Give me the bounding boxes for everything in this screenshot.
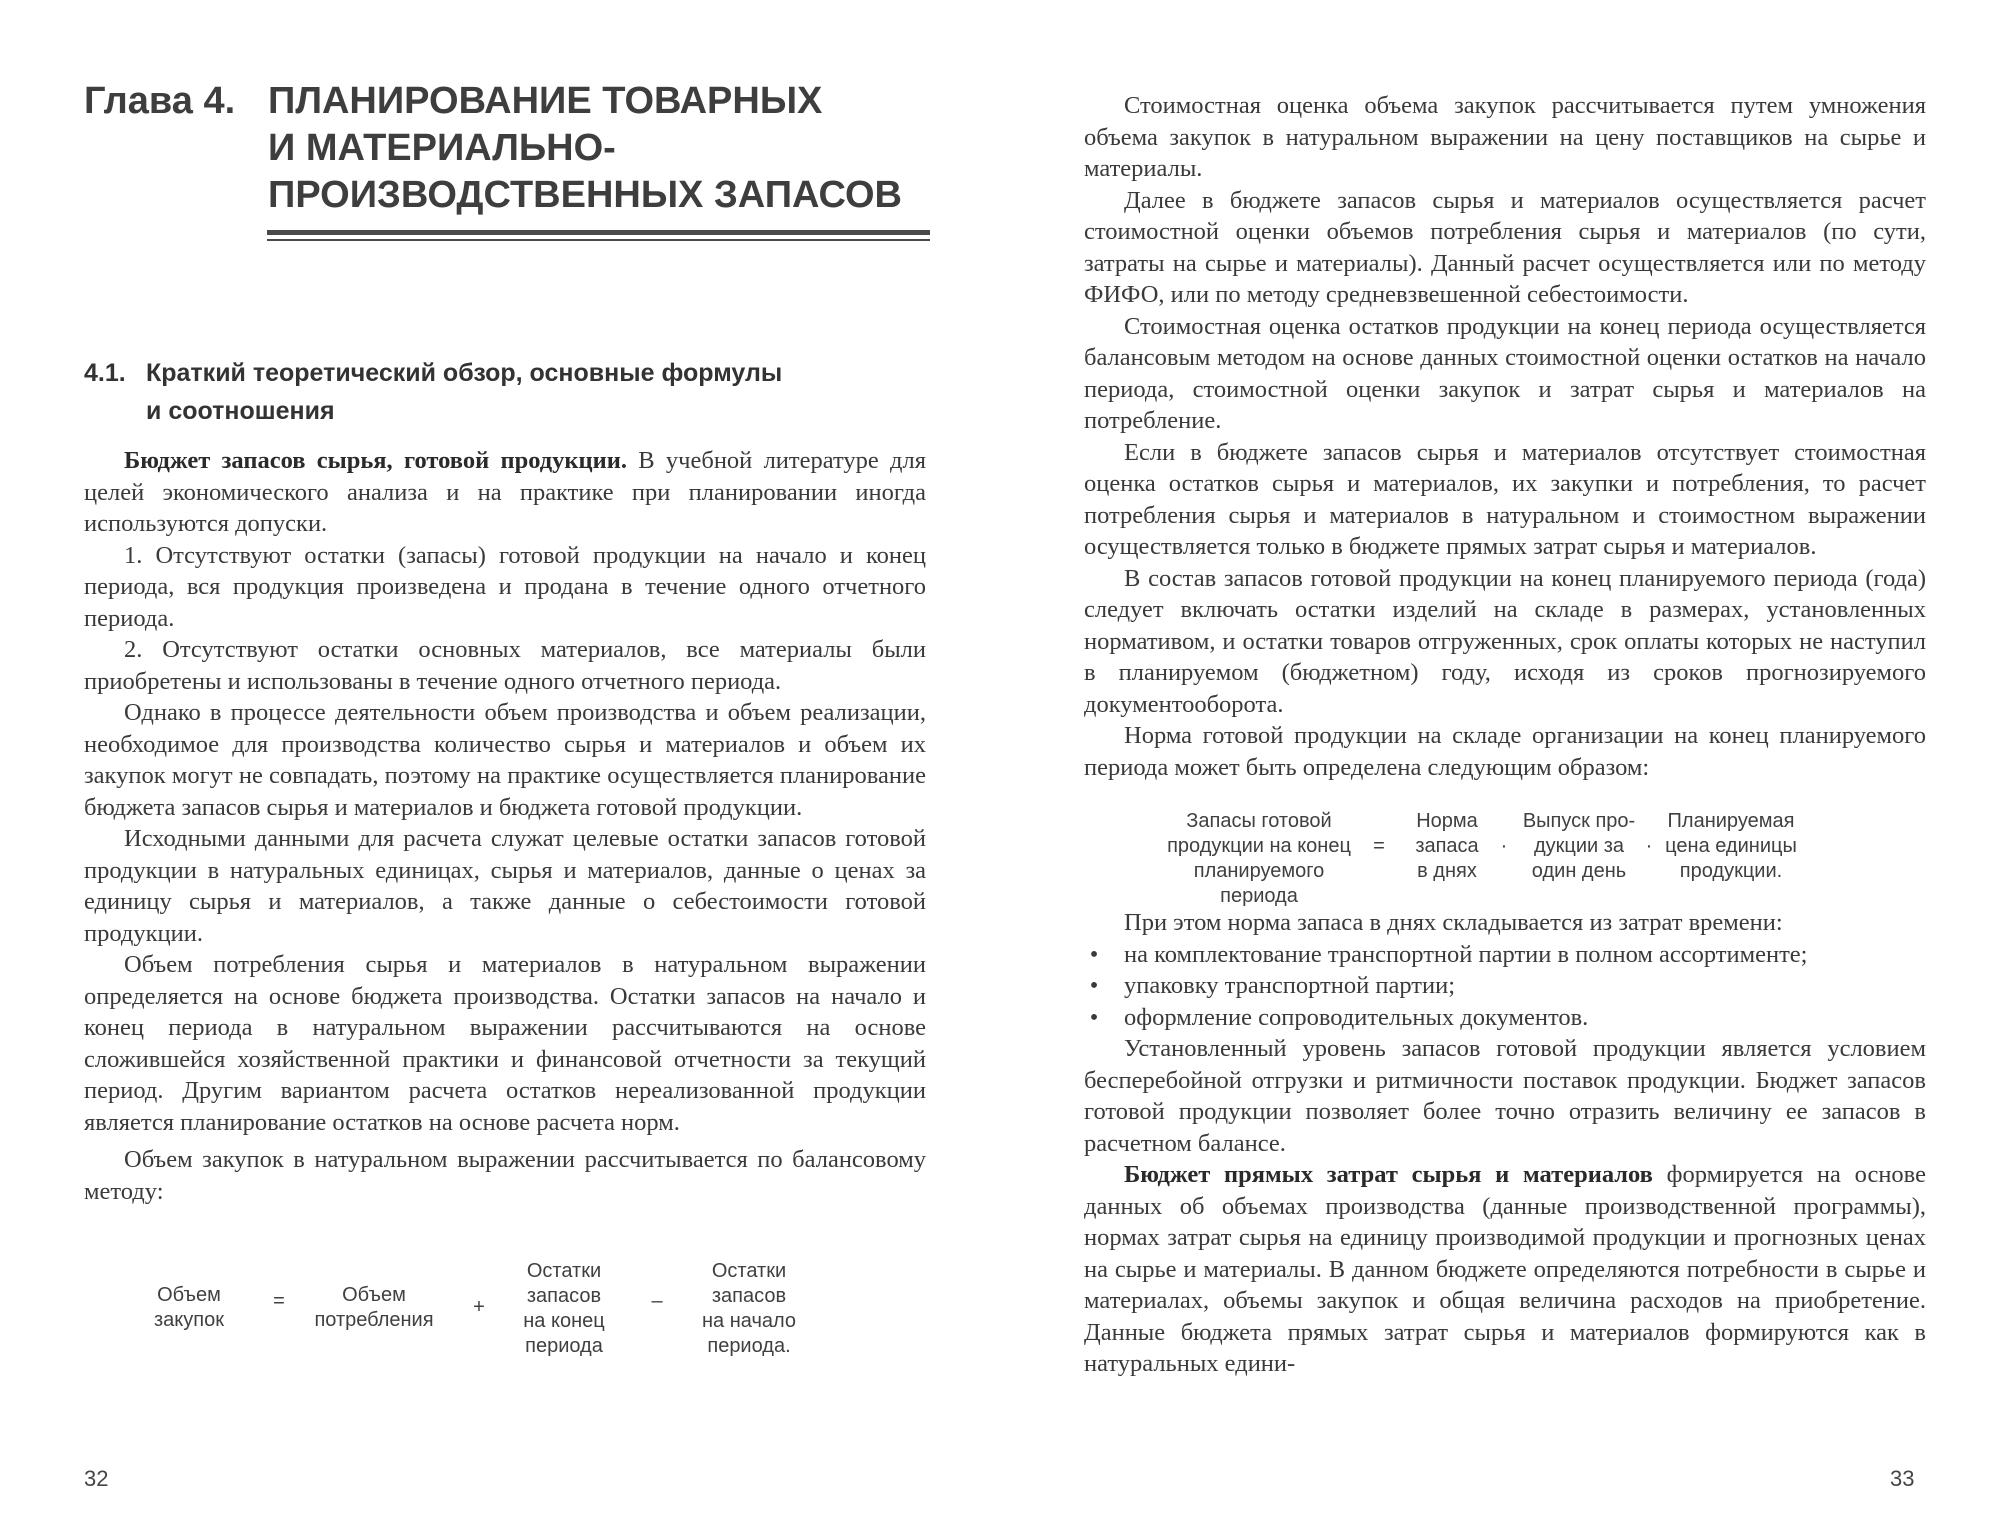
paragraph: Объем закупок в натуральном выражении рассчитывается по балансовому методу: xyxy=(84,1146,926,1205)
chapter-title-line: И МАТЕРИАЛЬНО- xyxy=(268,127,616,169)
page-number: 33 xyxy=(1890,1466,1915,1491)
paragraph-text: В учебной литературе для целей экономического анализа и на практике при планировании иногда используются допуски. xyxy=(84,447,926,537)
formula-text: один день xyxy=(1531,860,1627,882)
paragraph-bold-lead: Бюджет прямых затрат сырья и материалов xyxy=(1124,1161,1653,1188)
paragraph-text: формируется на основе данных об объемах производства (данные производственной программы), нормах затрат сырья на единицу производимой продукции и прогнозных ценах на сырье и материалы. В данном бюджете определяются потребности в сырье и материалах, объемы закупок и общая величина расходов на приобретение. Данные бюджета прямых затрат сырья и материалов формируются как в натуральных едини- xyxy=(1084,1161,1926,1377)
page-number: 32 xyxy=(84,1466,109,1491)
formula-text: Выпуск про- xyxy=(1522,810,1636,832)
paragraph: Объем потребления сырья и материалов в натуральном выражении определяется на основе бюджета производства. Остатки запасов на начало и конец периода в натуральном выражении рассчитываются на основе сложившейся хозяйственной практики и финансовой отчетности за текущий период. Другим вариантом расчета остатков нереализованной продукции является планирование остатков на основе расчета норм. xyxy=(84,951,926,1136)
formula-text: потребления xyxy=(314,1309,434,1331)
list-item xyxy=(1084,1002,1926,1034)
formula-term-finished-stock xyxy=(1154,809,1364,909)
paragraph: Исходными данными для расчета служат целевые остатки запасов готовой продукции в натуральных единицах, сырья и материалов, данные о ценах за единицу сырья и материалов, а также данные о себестоимости готовой продукции. xyxy=(84,825,926,947)
list-item-text: на комплектование транспортной партии в полном ассортименте; xyxy=(1124,940,1808,968)
formula-minus: – xyxy=(651,1290,663,1312)
formula-text: запаса xyxy=(1415,835,1479,857)
formula-text: Планируемая xyxy=(1667,810,1795,832)
paragraph xyxy=(1084,1159,1926,1380)
formula-text: Объем xyxy=(157,1284,221,1306)
paragraph: 2. Отсутствуют остатки основных материалов, все материалы были приобретены и использованы в течение одного отчетного периода. xyxy=(84,636,926,695)
formula-text: на начало xyxy=(701,1310,796,1332)
section-number: 4.1. xyxy=(84,359,126,387)
formula-term-start-stock xyxy=(684,1259,814,1359)
formula-term-purchases xyxy=(134,1283,244,1333)
paragraph: Стоимостная оценка остатков продукции на конец периода осуществляется балансовым методом на основе данных стоимостной оценки остатков на начало периода, стоимостной оценки закупок и затрат сырья и материалов на потребление. xyxy=(1084,312,1926,434)
formula-term-end-stock xyxy=(504,1259,624,1359)
formula-text: продукции на конец xyxy=(1167,835,1351,857)
chapter-title-line: ПЛАНИРОВАНИЕ ТОВАРНЫХ xyxy=(268,80,823,122)
list-item-text: оформление сопроводительных документов. xyxy=(1124,1003,1589,1031)
formula-text: на конец xyxy=(523,1310,605,1332)
paragraph xyxy=(84,445,926,540)
formula-term-consumption xyxy=(304,1283,444,1333)
formula-equals: = xyxy=(273,1290,285,1312)
paragraph: Стоимостная оценка объема закупок рассчитывается путем умножения объема закупок в натуральном выражении на цену поставщиков на сырье и материалы. xyxy=(1084,92,1926,182)
formula-text: цена единицы xyxy=(1665,835,1797,857)
left-body-text xyxy=(84,445,926,1379)
purchase-volume-formula xyxy=(84,1259,926,1379)
paragraph-bold-lead: Бюджет запасов сырья, готовой продукции. xyxy=(124,447,627,474)
formula-term-norm-days xyxy=(1402,809,1492,884)
formula-equals: = xyxy=(1373,835,1385,857)
bullet-icon: • xyxy=(1089,940,1099,968)
paragraph: При этом норма запаса в днях складывается из затрат времени: xyxy=(1124,909,1783,936)
formula-text: закупок xyxy=(154,1309,224,1331)
chapter-rule-thick xyxy=(267,230,930,235)
formula-text: продукции. xyxy=(1679,860,1783,882)
paragraph: В состав запасов готовой продукции на конец планируемого периода (года) следует включать остатки изделий на складе в размерах, установленных нормативом, и остатки товаров отгруженных, срок оплаты которых не наступил в планируемом (бюджетном) году, исходя из сроков прогнозируемого документооборота. xyxy=(1084,564,1926,718)
paragraph: Далее в бюджете запасов сырья и материалов осуществляется расчет стоимостной оценки объемов потребления сырья и материалов (по сути, затраты на сырье и материалы). Данный расчет осуществляется или по методу ФИФО, или по методу средневзвешенной себестоимости. xyxy=(1084,186,1926,308)
formula-text: Запасы готовой xyxy=(1186,810,1332,832)
formula-text: Остатки xyxy=(526,1260,602,1282)
formula-text: планируемого периода xyxy=(1193,860,1325,907)
formula-text: Остатки xyxy=(711,1260,787,1282)
paragraph: Норма готовой продукции на складе организации на конец планируемого периода может быть определена следующим образом: xyxy=(1084,722,1926,781)
formula-text: дукции за xyxy=(1533,835,1625,857)
right-page xyxy=(1000,0,2000,1528)
formula-text: периода xyxy=(525,1335,603,1357)
right-body-text xyxy=(1084,90,1926,1380)
section-title-line: и соотношения xyxy=(146,397,335,425)
section-title-line: Краткий теоретический обзор, основные формулы xyxy=(146,359,783,387)
paragraph: Однако в процессе деятельности объем производства и объем реализации, необходимое для производства количество сырья и материалов и объем их закупок могут не совпадать, поэтому на практике осуществляется планирование бюджета запасов сырья и материалов и бюджета готовой продукции. xyxy=(84,699,926,821)
formula-term-unit-price xyxy=(1656,809,1806,884)
list-item-text: упаковку транспортной партии; xyxy=(1124,972,1456,999)
chapter-title-line: ПРОИЗВОДСТВЕННЫХ ЗАПАСОВ xyxy=(268,174,902,216)
list-item xyxy=(1084,970,1926,1002)
formula-term-daily-output xyxy=(1519,809,1639,884)
formula-text: периода. xyxy=(707,1335,791,1357)
formula-multiply: · xyxy=(1645,835,1653,857)
paragraph: Установленный уровень запасов готовой продукции является условием бесперебойной отгрузки и ритмичности поставок продукции. Бюджет запасов готовой продукции позволяет более точно отразить величину ее запасов в расчетном балансе. xyxy=(1084,1035,1926,1157)
formula-text: Норма xyxy=(1416,810,1478,832)
paragraph: 1. Отсутствуют остатки (запасы) готовой продукции на начало и конец периода, вся продукция произведена и продана в течение одного отчетного периода. xyxy=(84,541,926,632)
list-item xyxy=(1084,939,1926,971)
formula-multiply: · xyxy=(1500,835,1508,857)
formula-text: в днях xyxy=(1417,860,1477,882)
formula-text: запасов xyxy=(711,1285,787,1307)
bullet-icon: • xyxy=(1089,1003,1099,1031)
chapter-rule-thin xyxy=(267,239,930,241)
chapter-label: Глава 4. xyxy=(84,80,236,122)
bullet-list xyxy=(1084,939,1926,1034)
formula-text: запасов xyxy=(526,1285,602,1307)
formula-text: Объем xyxy=(342,1284,406,1306)
stock-norm-formula xyxy=(1084,809,1926,907)
paragraph: Если в бюджете запасов сырья и материалов отсутствует стоимостная оценка остатков сырья и материалов, их закупки и потребления, то расчет потребления сырья и материалов в натуральном и стоимостном выражении осуществляется только в бюджете прямых затрат сырья и материалов. xyxy=(1084,438,1926,560)
formula-plus: + xyxy=(473,1296,485,1318)
bullet-icon: • xyxy=(1089,972,1099,999)
